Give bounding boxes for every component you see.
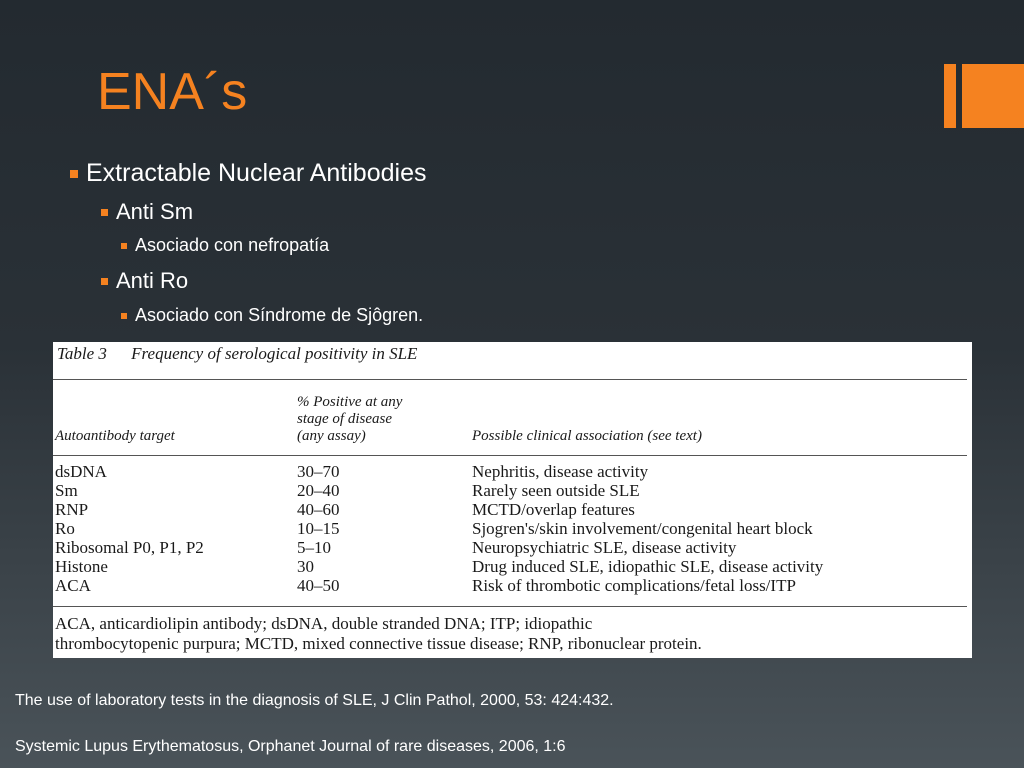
table-footnote-line2: thrombocytopenic purpura; MCTD, mixed connective tissue disease; RNP, ribonuclear protein. xyxy=(55,634,702,653)
cell-target: dsDNA xyxy=(55,462,107,481)
bullet-square-icon xyxy=(121,243,127,249)
bullet-square-icon xyxy=(70,170,78,178)
bullet-anti-ro xyxy=(101,268,188,294)
table-label: Table 3 xyxy=(57,344,107,363)
header-positive-line1: % Positive at any xyxy=(297,394,403,410)
bullet-anti-ro-note xyxy=(121,305,423,326)
header-positive-line3: (any assay) xyxy=(297,428,366,444)
cell-association: MCTD/overlap features xyxy=(472,500,635,519)
bullet-text: Asociado con Síndrome de Sjôgren. xyxy=(135,305,424,325)
serology-table xyxy=(53,342,972,658)
reference-2: Systemic Lupus Erythematosus, Orphanet Journal of rare diseases, 2006, 1:6 xyxy=(15,738,566,755)
table-row xyxy=(53,519,967,538)
cell-target: RNP xyxy=(55,500,89,519)
cell-association: Rarely seen outside SLE xyxy=(472,481,640,500)
logo-bar-thin xyxy=(944,64,956,128)
cell-association: Drug induced SLE, idiopathic SLE, disease activity xyxy=(472,557,824,576)
table-caption-text: Frequency of serological positivity in SLE xyxy=(131,344,418,363)
table-footnote-line1: ACA, anticardiolipin antibody; dsDNA, double stranded DNA; ITP; idiopathic xyxy=(55,614,593,633)
bullet-square-icon xyxy=(121,313,127,319)
header-association: Possible clinical association (see text) xyxy=(472,428,702,444)
cell-target: Ribosomal P0, P1, P2 xyxy=(55,538,204,557)
cell-association: Risk of thrombotic complications/fetal loss/ITP xyxy=(472,576,796,595)
table-caption xyxy=(57,344,417,364)
cell-association: Neuropsychiatric SLE, disease activity xyxy=(472,538,737,557)
cell-target: Sm xyxy=(55,481,78,500)
bullet-anti-sm-note xyxy=(121,235,329,256)
reference-1: The use of laboratory tests in the diagnosis of SLE, J Clin Pathol, 2000, 53: 424:432. xyxy=(15,692,614,709)
table-row xyxy=(53,500,967,519)
logo-bar-wide xyxy=(962,64,1024,128)
table-footnote xyxy=(55,614,702,654)
cell-positive: 30–70 xyxy=(297,462,340,481)
bullet-text: Anti Sm xyxy=(116,199,194,224)
cell-positive: 30 xyxy=(297,557,314,576)
slide-title: ENA´s xyxy=(97,63,248,121)
bullet-text: Asociado con nefropatía xyxy=(135,235,330,255)
cell-positive: 20–40 xyxy=(297,481,340,500)
cell-positive: 10–15 xyxy=(297,519,340,538)
bullet-anti-sm xyxy=(101,199,193,225)
header-target: Autoantibody target xyxy=(55,428,175,444)
bullet-text: Extractable Nuclear Antibodies xyxy=(86,159,427,187)
table-row xyxy=(53,481,967,500)
table-rule-bottom xyxy=(53,606,967,607)
bullet-extractable-nuclear-antibodies xyxy=(70,159,426,188)
cell-target: Histone xyxy=(55,557,108,576)
bullet-square-icon xyxy=(101,209,108,216)
cell-positive: 5–10 xyxy=(297,538,331,557)
cell-association: Nephritis, disease activity xyxy=(472,462,649,481)
cell-positive: 40–50 xyxy=(297,576,340,595)
table-row xyxy=(53,538,967,557)
cell-positive: 40–60 xyxy=(297,500,340,519)
table-row xyxy=(53,557,967,576)
bullet-square-icon xyxy=(101,278,108,285)
table-rule-top xyxy=(53,379,967,380)
bullet-text: Anti Ro xyxy=(116,268,189,293)
table-row xyxy=(53,462,967,481)
header-positive-line2: stage of disease xyxy=(297,411,392,427)
cell-target: ACA xyxy=(55,576,91,595)
header-positive xyxy=(297,394,402,445)
cell-association: Sjogren's/skin involvement/congenital heart block xyxy=(472,519,813,538)
table-row xyxy=(53,576,967,595)
table-rule-header xyxy=(53,455,967,456)
cell-target: Ro xyxy=(55,519,75,538)
